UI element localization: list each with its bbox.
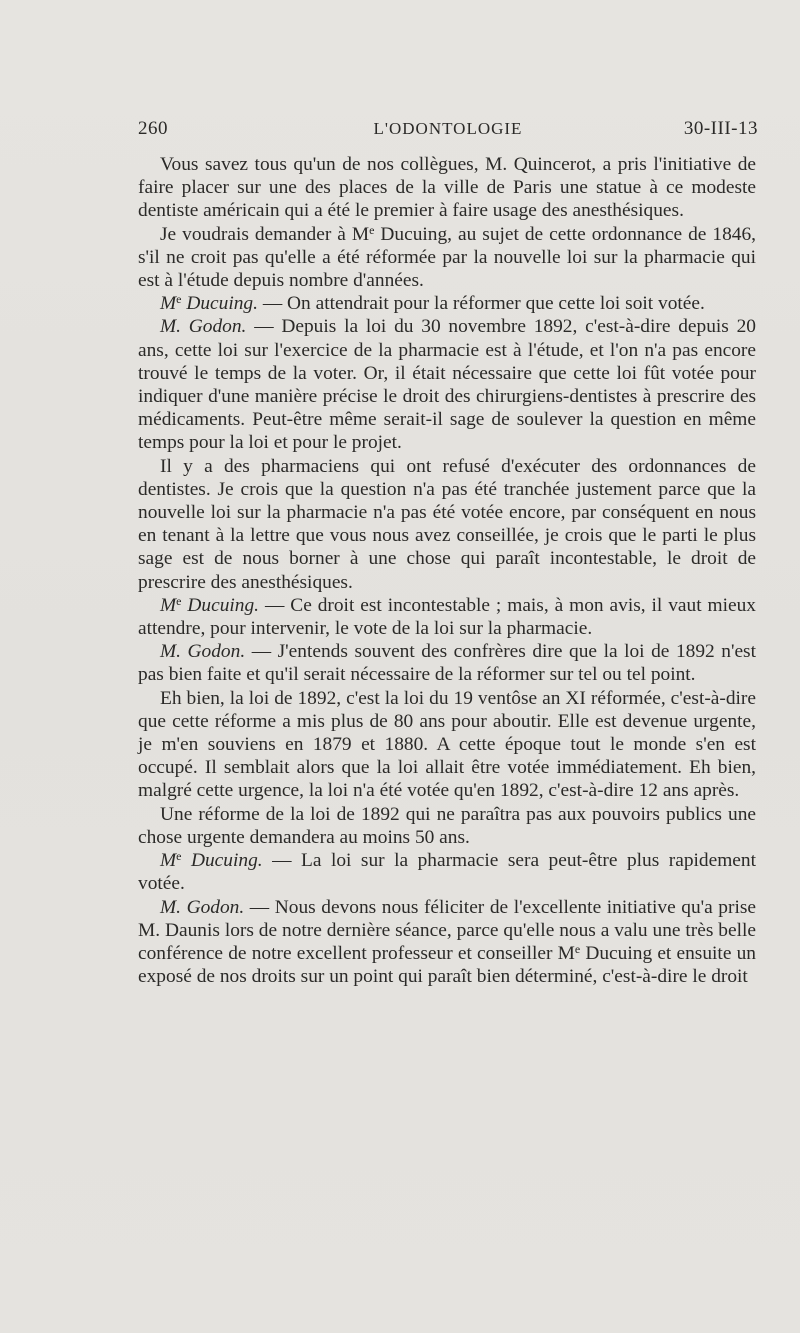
text-run: — La loi sur la pharmacie sera peut-être plus rapidement votée. (138, 850, 756, 895)
speaker-name: Ducuing. (181, 293, 258, 315)
text-run: — On attendrait pour la réformer que cette loi soit votée. (257, 293, 705, 315)
paragraph (138, 455, 756, 594)
paragraph (138, 896, 756, 989)
paragraph (138, 292, 756, 315)
paragraph (138, 803, 756, 849)
speaker-name: M. Godon. (160, 641, 246, 663)
superscript: e (369, 222, 375, 237)
speaker-name: Ducuing. (181, 850, 263, 872)
speaker-name: Ducuing. (181, 594, 260, 616)
text-run: Je voudrais demander à M (160, 223, 370, 245)
superscript: e (176, 292, 182, 307)
speaker-name: M (160, 293, 177, 315)
speaker-name: M. Godon. (160, 896, 245, 918)
paragraph (138, 687, 756, 803)
text-run: Vous savez tous qu'un de nos collègues, M. Quincerot, a pris l'initiative de faire placer sur une des places de la ville de Paris une statue à ce modeste dentiste américain qui a été le premier à faire usage des anesthésiques. (138, 154, 756, 222)
page-number: 260 (138, 118, 168, 139)
superscript: e (176, 849, 182, 864)
text-run: — Ce droit est incontestable ; mais, à mon avis, il vaut mieux attendre, pour intervenir, le vote de la loi sur la pharmacie. (138, 594, 756, 640)
superscript: e (176, 593, 182, 608)
text-run: Une réforme de la loi de 1892 qui ne paraîtra pas aux pouvoirs publics une chose urgente demandera au moins 50 ans. (138, 803, 756, 848)
text-run: — Depuis la loi du 30 novembre 1892, c'est-à-dire depuis 20 ans, cette loi sur l'exercice de la pharmacie est à l'étude, et l'on n'a pas encore trouvé le temps de la voter. Or, il était nécessaire que cette loi fût votée pour indiquer d'une manière précise le droit des chirurgiens-dentistes à prescrire des médicaments. Peut-être même serait-il sage de soulever la question en même temps pour la loi et pour le projet. (138, 316, 757, 454)
text-run: Il y a des pharmaciens qui ont refusé d'exécuter des ordonnances de dentistes. Je crois que la question n'a pas été tranchée justement parce que la nouvelle loi sur la pharmacie n'a pas été votée encore, par conséquent en nous en tenant à la lettre que vous nous avez conseillée, je crois que le parti le plus sage est de nous borner à une chose qui paraît incontestable, le droit de prescrire des anesthésiques. (138, 455, 756, 593)
running-title: L'ODONTOLOGIE (373, 119, 523, 138)
running-header (138, 118, 758, 144)
body-text (138, 153, 756, 988)
text-run: Eh bien, la loi de 1892, c'est la loi du 19 ventôse an XI réformée, c'est-à-dire que cette réforme a mis plus de 80 ans pour aboutir. Elle est devenue urgente, je m'en souviens en 1879 et 1880. A cette époque tout le monde s'en est occupé. Il semblait alors que la loi allait être votée immédiatement. Eh bien, malgré cette urgence, la loi n'a été votée qu'en 1892, c'est-à-dire 12 ans après. (138, 687, 756, 802)
text-run: Ducuing et ensuite un exposé de nos droits sur un point qui paraît bien déterminé, c'est-à-dire le droit (138, 942, 757, 988)
speaker-name: M (160, 594, 177, 616)
issue-date: 30-III-13 (683, 118, 758, 139)
paragraph (138, 315, 756, 454)
paragraph (138, 594, 756, 640)
text-run: — J'entends souvent des confrères dire que la loi de 1892 n'est pas bien faite et qu'il serait nécessaire de la réformer sur tel ou tel point. (138, 641, 756, 686)
speaker-name: M. Godon. (160, 316, 247, 338)
text-run: Ducuing, au sujet de cette ordonnance de 1846, s'il ne croit pas qu'elle a été réformée par la nouvelle loi sur la pharmacie qui est à l'étude depuis nombre d'années. (138, 223, 757, 292)
paragraph (138, 153, 756, 223)
text-run: — Nous devons nous féliciter de l'excellente initiative qu'a prise M. Daunis lors de notre dernière séance, parce qu'elle nous a valu une très belle conférence de notre excellent professeur et conseiller M (138, 896, 756, 964)
speaker-name: M (160, 850, 177, 872)
paragraph (138, 223, 756, 293)
paragraph (138, 640, 756, 686)
superscript: e (574, 941, 581, 956)
paragraph (138, 849, 756, 895)
